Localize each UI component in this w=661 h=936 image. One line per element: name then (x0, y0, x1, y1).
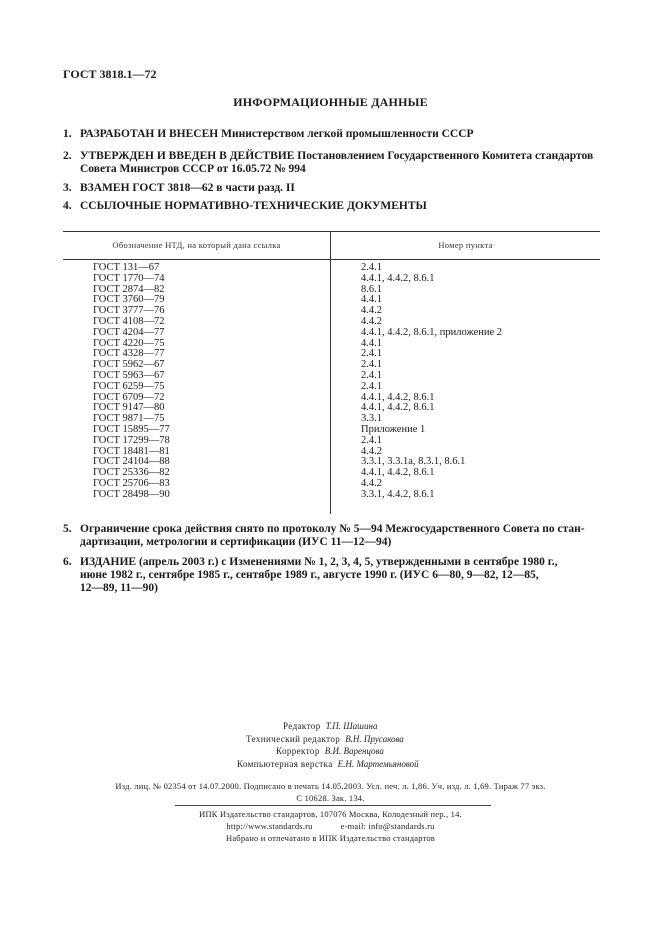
item-text: ВЗАМЕН ГОСТ 3818—62 в части разд. II (80, 182, 295, 194)
item-text: ИЗДАНИЕ (апрель 2003 г.) с Изменениями № 1, 2, 3, 4, 5, утвержденными в сентябре 1980 г., июне 1982 г., сентябре 1985 г., сентябре 1989 г., августе 1990 г. (ИУС 6—80, 9—82, 12—85, 12—89, 11—90) (80, 556, 558, 594)
table-cell-document: ГОСТ 5963—67 (93, 369, 165, 381)
table-cell-clause: 2.4.1 (361, 380, 382, 392)
table-cell-document: ГОСТ 1770—74 (93, 272, 165, 284)
table-cell-clause: 2.4.1 (361, 434, 382, 446)
table-column-documents (93, 263, 170, 501)
table-header-document: Обозначение НТД, на который дана ссылка (112, 240, 281, 250)
publisher-contacts (0, 820, 661, 832)
references-table (63, 231, 600, 514)
item-number: 5. (63, 523, 72, 535)
info-item-2 (63, 150, 603, 176)
info-item-4 (63, 200, 603, 213)
table-cell-document: ГОСТ 6709—72 (93, 391, 165, 403)
table-cell-clause: 4.4.1, 4.4.2, 8.6.1 (361, 467, 435, 479)
table-cell-document: ГОСТ 4108—72 (93, 315, 165, 327)
credit-technical-editor: Технический редактор В.Н. Прусакова (246, 733, 404, 744)
item-text: УТВЕРЖДЕН И ВВЕДЕН В ДЕЙСТВИЕ Постановлением Государственного Комитета стандартов Совета Министров СССР от 16.05.72 № 994 (80, 150, 594, 175)
table-cell-document: ГОСТ 2874—82 (93, 283, 165, 295)
item-number: 1. (63, 128, 72, 140)
table-cell-clause: 4.4.2 (361, 315, 382, 327)
publisher-printed: Набрано и отпечатано в ИПК Издательство стандартов (225, 833, 436, 843)
table-cell-document: ГОСТ 25706—83 (93, 477, 170, 489)
credit-proofreader: Корректор В.И. Варенцова (276, 746, 384, 756)
table-column-divider (330, 231, 331, 514)
table-cell-document: ГОСТ 6259—75 (93, 380, 165, 392)
page-title: ИНФОРМАЦИОННЫЕ ДАННЫЕ (233, 95, 428, 109)
publisher-email[interactable]: e-mail: info@standards.ru (340, 821, 435, 831)
table-cell-clause: 4.4.2 (361, 445, 382, 457)
table-cell-clause: 2.4.1 (361, 262, 382, 273)
table-cell-document: ГОСТ 4220—75 (93, 337, 165, 349)
publisher-website-link[interactable]: http://www.standards.ru (226, 821, 313, 831)
table-cell-clause: 4.4.1, 4.4.2, 8.6.1 (361, 402, 435, 414)
table-cell-clause: 2.4.1 (361, 348, 382, 360)
table-cell-document: ГОСТ 3777—76 (93, 305, 165, 317)
credit-layout: Компьютерная верстка Е.Н. Мартемьяновой (237, 758, 419, 769)
table-cell-document: ГОСТ 9871—75 (93, 413, 165, 425)
table-cell-clause: 2.4.1 (361, 359, 382, 371)
imprint-line-1: Изд. лиц. № 02354 от 14.07.2000. Подписано в печать 14.05.2003. Усл. печ. л. 1,86. Уч. изд. л. 1,69. Тираж 77 экз. (115, 781, 546, 791)
table-column-clauses (361, 263, 502, 501)
table-cell-document: ГОСТ 131—67 (93, 262, 160, 273)
table-cell-clause: 4.4.1, 4.4.2, 8.6.1, приложение 2 (361, 326, 503, 338)
item-number: 4. (63, 200, 72, 212)
item-text: РАЗРАБОТАН И ВНЕСЕН Министерством легкой промышленности СССР (80, 128, 474, 140)
table-cell-document: ГОСТ 4204—77 (93, 326, 165, 338)
item-number: 2. (63, 150, 72, 162)
table-cell-clause: 4.4.1, 4.4.2, 8.6.1 (361, 391, 435, 403)
table-cell-document: ГОСТ 24104—88 (93, 456, 170, 468)
table-top-rule (63, 231, 600, 232)
item-text: Ограничение срока действия снято по протоколу № 5—94 Межгосударственного Совета по стан- дартизации, метрологии и сертификации (ИУС 11—12—94) (80, 523, 585, 548)
table-cell-clause: 4.4.1, 4.4.2, 8.6.1 (361, 272, 435, 284)
table-header-rule (63, 259, 600, 260)
table-cell-document: ГОСТ 5962—67 (93, 359, 165, 371)
info-item-1 (63, 128, 603, 141)
table-cell-document: ГОСТ 18481—81 (93, 445, 170, 457)
table-cell-document: ГОСТ 3760—79 (93, 294, 165, 306)
item-number: 6. (63, 556, 72, 568)
table-cell-clause: Приложение 1 (361, 423, 426, 435)
table-header-clause: Номер пункта (438, 240, 493, 250)
table-cell-clause: 4.4.2 (361, 305, 382, 317)
imprint-line-2: С 10628. Зак. 134. (296, 793, 365, 803)
table-cell-clause: 2.4.1 (361, 369, 382, 381)
document-code: ГОСТ 3818.1—72 (63, 67, 157, 81)
table-cell-clause: 3.3.1 (361, 413, 382, 425)
item-text: ССЫЛОЧНЫЕ НОРМАТИВНО-ТЕХНИЧЕСКИЕ ДОКУМЕНТЫ (80, 200, 427, 212)
credit-editor: Редактор Т.П. Шашина (283, 721, 378, 731)
table-cell-clause: 4.4.1 (361, 294, 382, 306)
info-item-3 (63, 182, 603, 195)
table-cell-clause: 3.3.1, 4.4.2, 8.6.1 (361, 488, 435, 500)
table-cell-clause: 4.4.1 (361, 337, 382, 349)
table-cell-clause: 4.4.2 (361, 477, 382, 489)
publisher-rule (175, 805, 491, 806)
credits-block (0, 720, 661, 772)
table-cell-document: ГОСТ 25336—82 (93, 467, 170, 479)
item-number: 3. (63, 182, 72, 194)
table-cell-document: ГОСТ 28498—90 (93, 488, 170, 500)
table-cell-document: ГОСТ 4328—77 (93, 348, 165, 360)
table-cell-clause: 3.3.1, 3.3.1а, 8.3.1, 8.6.1 (361, 456, 466, 468)
table-cell-clause: 8.6.1 (361, 283, 382, 295)
table-cell-document: ГОСТ 15895—77 (93, 423, 170, 435)
publisher-address: ИПК Издательство стандартов, 107076 Москва, Колодезный пер., 14. (199, 809, 462, 819)
info-item-6 (63, 556, 603, 595)
table-cell-document: ГОСТ 17299—78 (93, 434, 170, 446)
info-item-5 (63, 523, 603, 549)
table-cell-document: ГОСТ 9147—80 (93, 402, 165, 414)
